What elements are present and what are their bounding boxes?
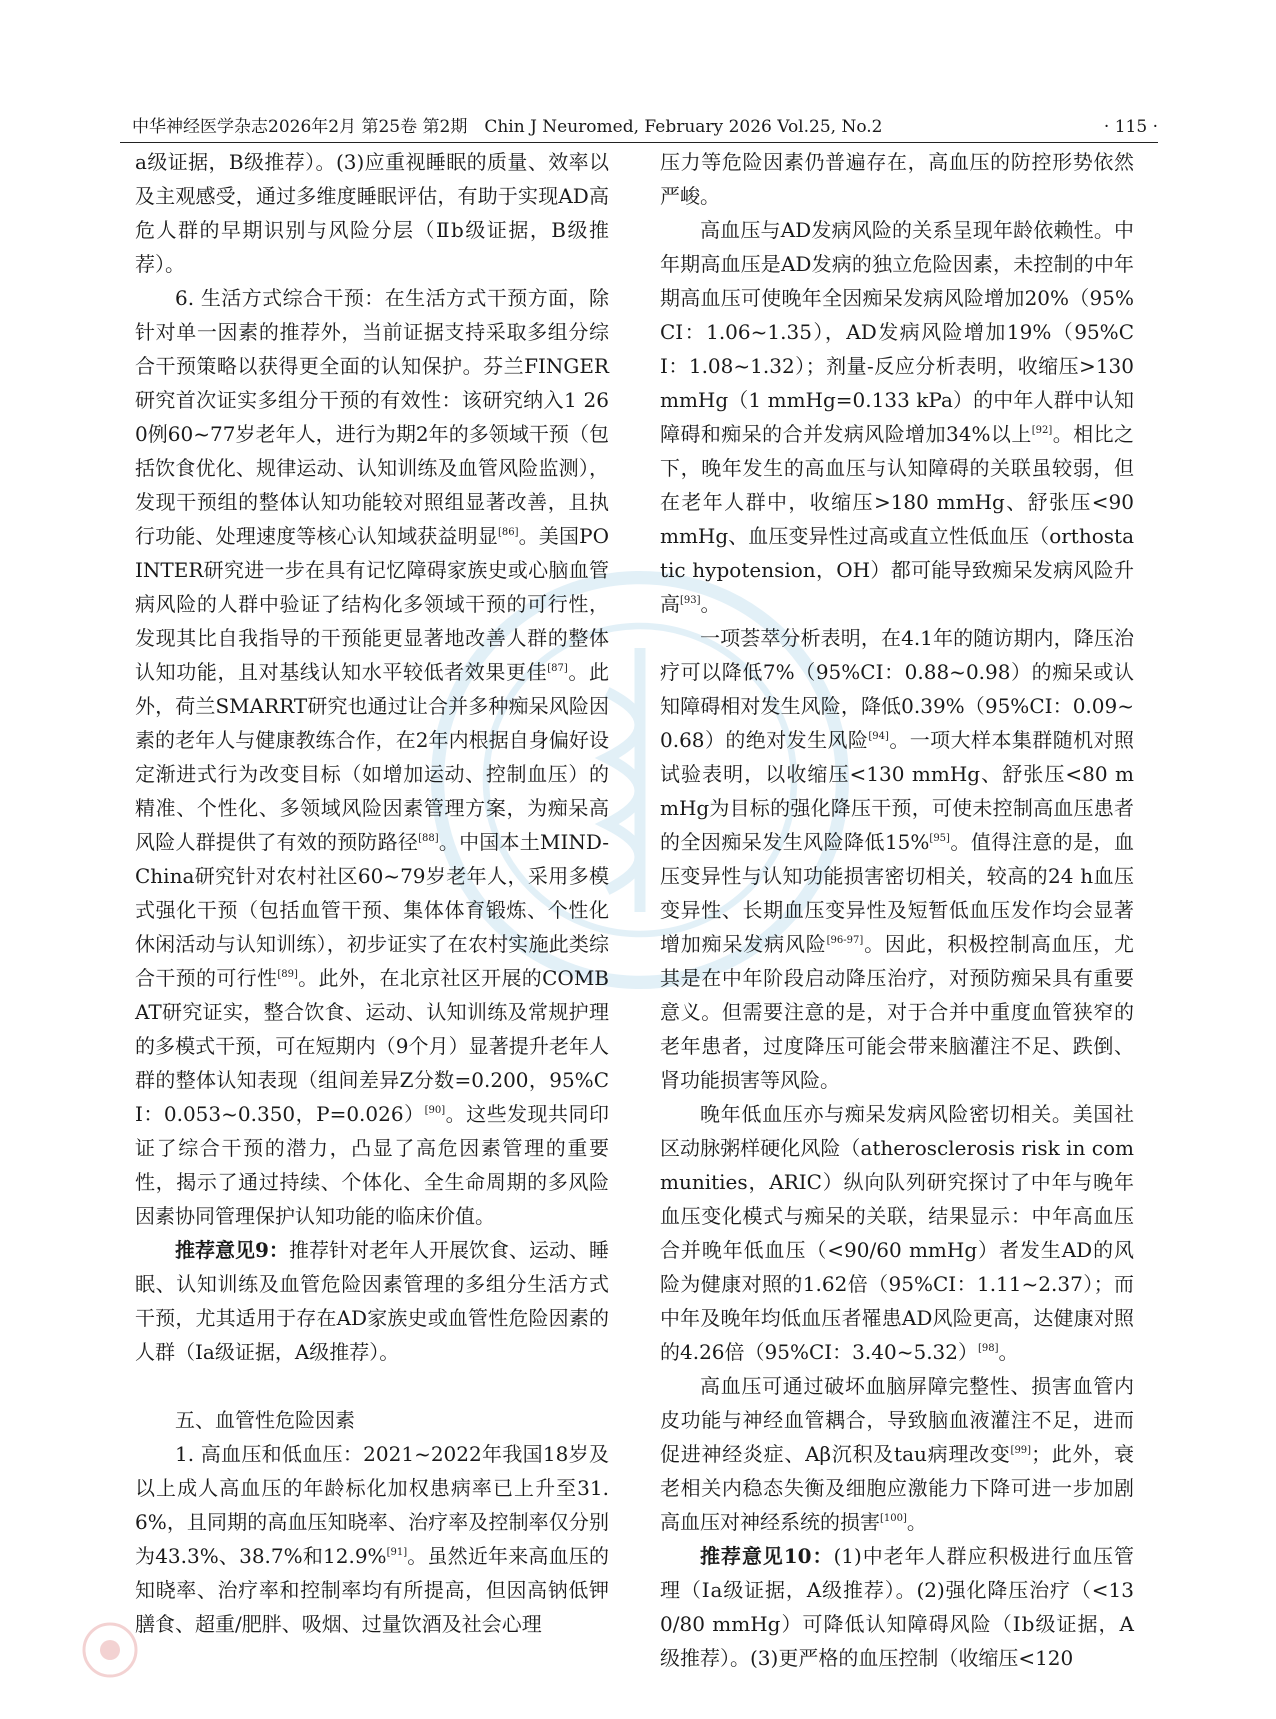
publisher-logo-icon: [80, 1620, 140, 1680]
citation-marker: [88]: [418, 833, 439, 844]
page-number: · 115 ·: [1103, 117, 1158, 137]
citation-marker: [87]: [547, 663, 568, 674]
citation-marker: [95]: [929, 833, 950, 844]
citation-marker: [100]: [880, 1513, 907, 1524]
paragraph: a级证据，B级推荐）。(3)应重视睡眠的质量、效率以及主观感受，通过多维度睡眠评估，有助于实现AD高危人群的早期识别与风险分层（Ⅱb级证据，B级推荐）。: [135, 150, 609, 276]
recommendation-paragraph: [660, 1539, 1134, 1675]
paragraph: 高血压与AD发病风险的关系呈现年龄依赖性。中年期高血压是AD发病的独立危险因素，未控制的中年期高血压可使晚年全因痴呆发病风险增加20%（95%CI：1.06~1.35），AD发病风险增加19%（95%CI：1.08~1.32）；剂量-反应分析表明，收缩压>130 mmHg（1 mmHg=0.133 kPa）的中年人群中认知障碍和痴呆的合并发病风险增加34%以上[92]。相比之下，晚年发生的高血压与认知障碍的关联虽较弱，但在老年人群中，收缩压>180 mmHg、舒张压<90 mmHg、血压变异性过高或直立性低血压（orthostatic hypotension，OH）都可能导致痴呆发病风险升高[93]。: [660, 218, 1135, 616]
paragraph: 压力等危险因素仍普遍存在，高血压的防控形势依然严峻。: [660, 150, 1134, 208]
citation-marker: [94]: [868, 731, 889, 742]
citation-marker: [90]: [424, 1105, 446, 1116]
recommendation-text: (1)中老年人群应积极进行血压管理（Ⅰa级证据，A级推荐）。(2)强化降压治疗（<130/80 mmHg）可降低认知障碍风险（Ⅰb级证据，A级推荐）。(3)更严格的血压控制（收缩压<120: [660, 1544, 1134, 1670]
running-header: [120, 112, 1158, 143]
citation-marker: [99]: [1010, 1445, 1032, 1456]
citation-marker: [93]: [680, 595, 701, 606]
paragraph: 1. 高血压和低血压：2021~2022年我国18岁及以上成人高血压的年龄标化加权患病率已上升至31.6%，且同期的高血压知晓率、治疗率及控制率仅分别为43.3%、38.7%和12.9%[91]。虽然近年来高血压的知晓率、治疗率和控制率均有所提高，但因高钠低钾膳食、超重/肥胖、吸烟、过量饮酒及社会心理: [135, 1442, 609, 1636]
citation-marker: [96-97]: [826, 935, 864, 946]
citation-marker: [98]: [978, 1343, 999, 1354]
right-column: [660, 145, 1134, 1675]
recommendation-label: 推荐意见9：: [175, 1238, 289, 1262]
recommendation-paragraph: [135, 1233, 609, 1369]
paragraph: 6. 生活方式综合干预：在生活方式干预方面，除针对单一因素的推荐外，当前证据支持采取多组分综合干预策略以获得更全面的认知保护。芬兰FINGER研究首次证实多组分干预的有效性：该研究纳入1 260例60~77岁老年人，进行为期2年的多领域干预（包括饮食优化、规律运动、认知训练及血管风险监测），发现干预组的整体认知功能较对照组显著改善，且执行功能、处理速度等核心认知域获益明显[86]。美国POINTER研究进一步在具有记忆障碍家族史或心脑血管病风险的人群中验证了结构化多领域干预的可行性，发现其比自我指导的干预能更显著地改善人群的整体认知功能，且对基线认知水平较低者效果更佳[87]。此外，荷兰SMARRT研究也通过让合并多种痴呆风险因素的老年人与健康教练合作，在2年内根据自身偏好设定渐进式行为改变目标（如增加运动、控制血压）的精准、个性化、多领域风险因素管理方案，为痴呆高风险人群提供了有效的预防路径[88]。中国本土MIND-China研究针对农村社区60~79岁老年人，采用多模式强化干预（包括血管干预、集体体育锻炼、个性化休闲活动与认知训练），初步证实了在农村实施此类综合干预的可行性[89]。此外，在北京社区开展的COMBAT研究证实，整合饮食、运动、认知训练及常规护理的多模式干预，可在短期内（9个月）显著提升老年人群的整体认知表现（组间差异Z分数=0.200，95%CI：0.053~0.350，P=0.026）[90]。这些发现共同印证了综合干预的潜力，凸显了高危因素管理的重要性，揭示了通过持续、个体化、全生命周期的多风险因素协同管理保护认知功能的临床价值。: [135, 286, 610, 1228]
recommendation-text: 推荐针对老年人开展饮食、运动、睡眠、认知训练及血管危险因素管理的多组分生活方式干预，尤其适用于存在AD家族史或血管性危险因素的人群（Ⅰa级证据，A级推荐）。: [135, 1238, 610, 1364]
journal-citation: 中华神经医学杂志2026年2月 第25卷 第2期 Chin J Neuromed, February 2026 Vol.25, No.2: [132, 117, 883, 137]
left-column: [135, 145, 609, 1641]
section-heading: 五、血管性危险因素: [175, 1408, 355, 1432]
citation-marker: [91]: [386, 1547, 408, 1558]
recommendation-label: 推荐意见10：: [700, 1544, 834, 1568]
citation-marker: [92]: [1031, 425, 1053, 436]
paragraph: 高血压可通过破坏血脑屏障完整性、损害血管内皮功能与神经血管耦合，导致脑血液灌注不足，进而促进神经炎症、Aβ沉积及tau病理改变[99]；此外，衰老相关内稳态失衡及细胞应激能力下降可进一步加剧高血压对神经系统的损害[100]。: [660, 1374, 1134, 1534]
paragraph: 一项荟萃分析表明，在4.1年的随访期内，降压治疗可以降低7%（95%CI：0.88~0.98）的痴呆或认知障碍相对发生风险，降低0.39%（95%CI：0.09~0.68）的绝对发生风险[94]。一项大样本集群随机对照试验表明，以收缩压<130 mmHg、舒张压<80 mmHg为目标的强化降压干预，可使未控制高血压患者的全因痴呆发生风险降低15%[95]。值得注意的是，血压变异性与认知功能损害密切相关，较高的24 h血压变异性、长期血压变异性及短暂低血压发作均会显著增加痴呆发病风险[96-97]。因此，积极控制高血压，尤其是在中年阶段启动降压治疗，对预防痴呆具有重要意义。但需要注意的是，对于合并中重度血管狭窄的老年患者，过度降压可能会带来脑灌注不足、跌倒、肾功能损害等风险。: [660, 626, 1135, 1092]
paragraph: 晚年低血压亦与痴呆发病风险密切相关。美国社区动脉粥样硬化风险（atherosclerosis risk in communities，ARIC）纵向队列研究探讨了中年与晚年血压变化模式与痴呆的关联，结果显示：中年高血压合并晚年低血压（<90/60 mmHg）者发生AD的风险为健康对照的1.62倍（95%CI：1.11~2.37）；而中年及晚年均低血压者罹患AD风险更高，达健康对照的4.26倍（95%CI：3.40~5.32）[98]。: [660, 1102, 1134, 1364]
citation-marker: [86]: [497, 527, 519, 538]
citation-marker: [89]: [277, 969, 298, 980]
